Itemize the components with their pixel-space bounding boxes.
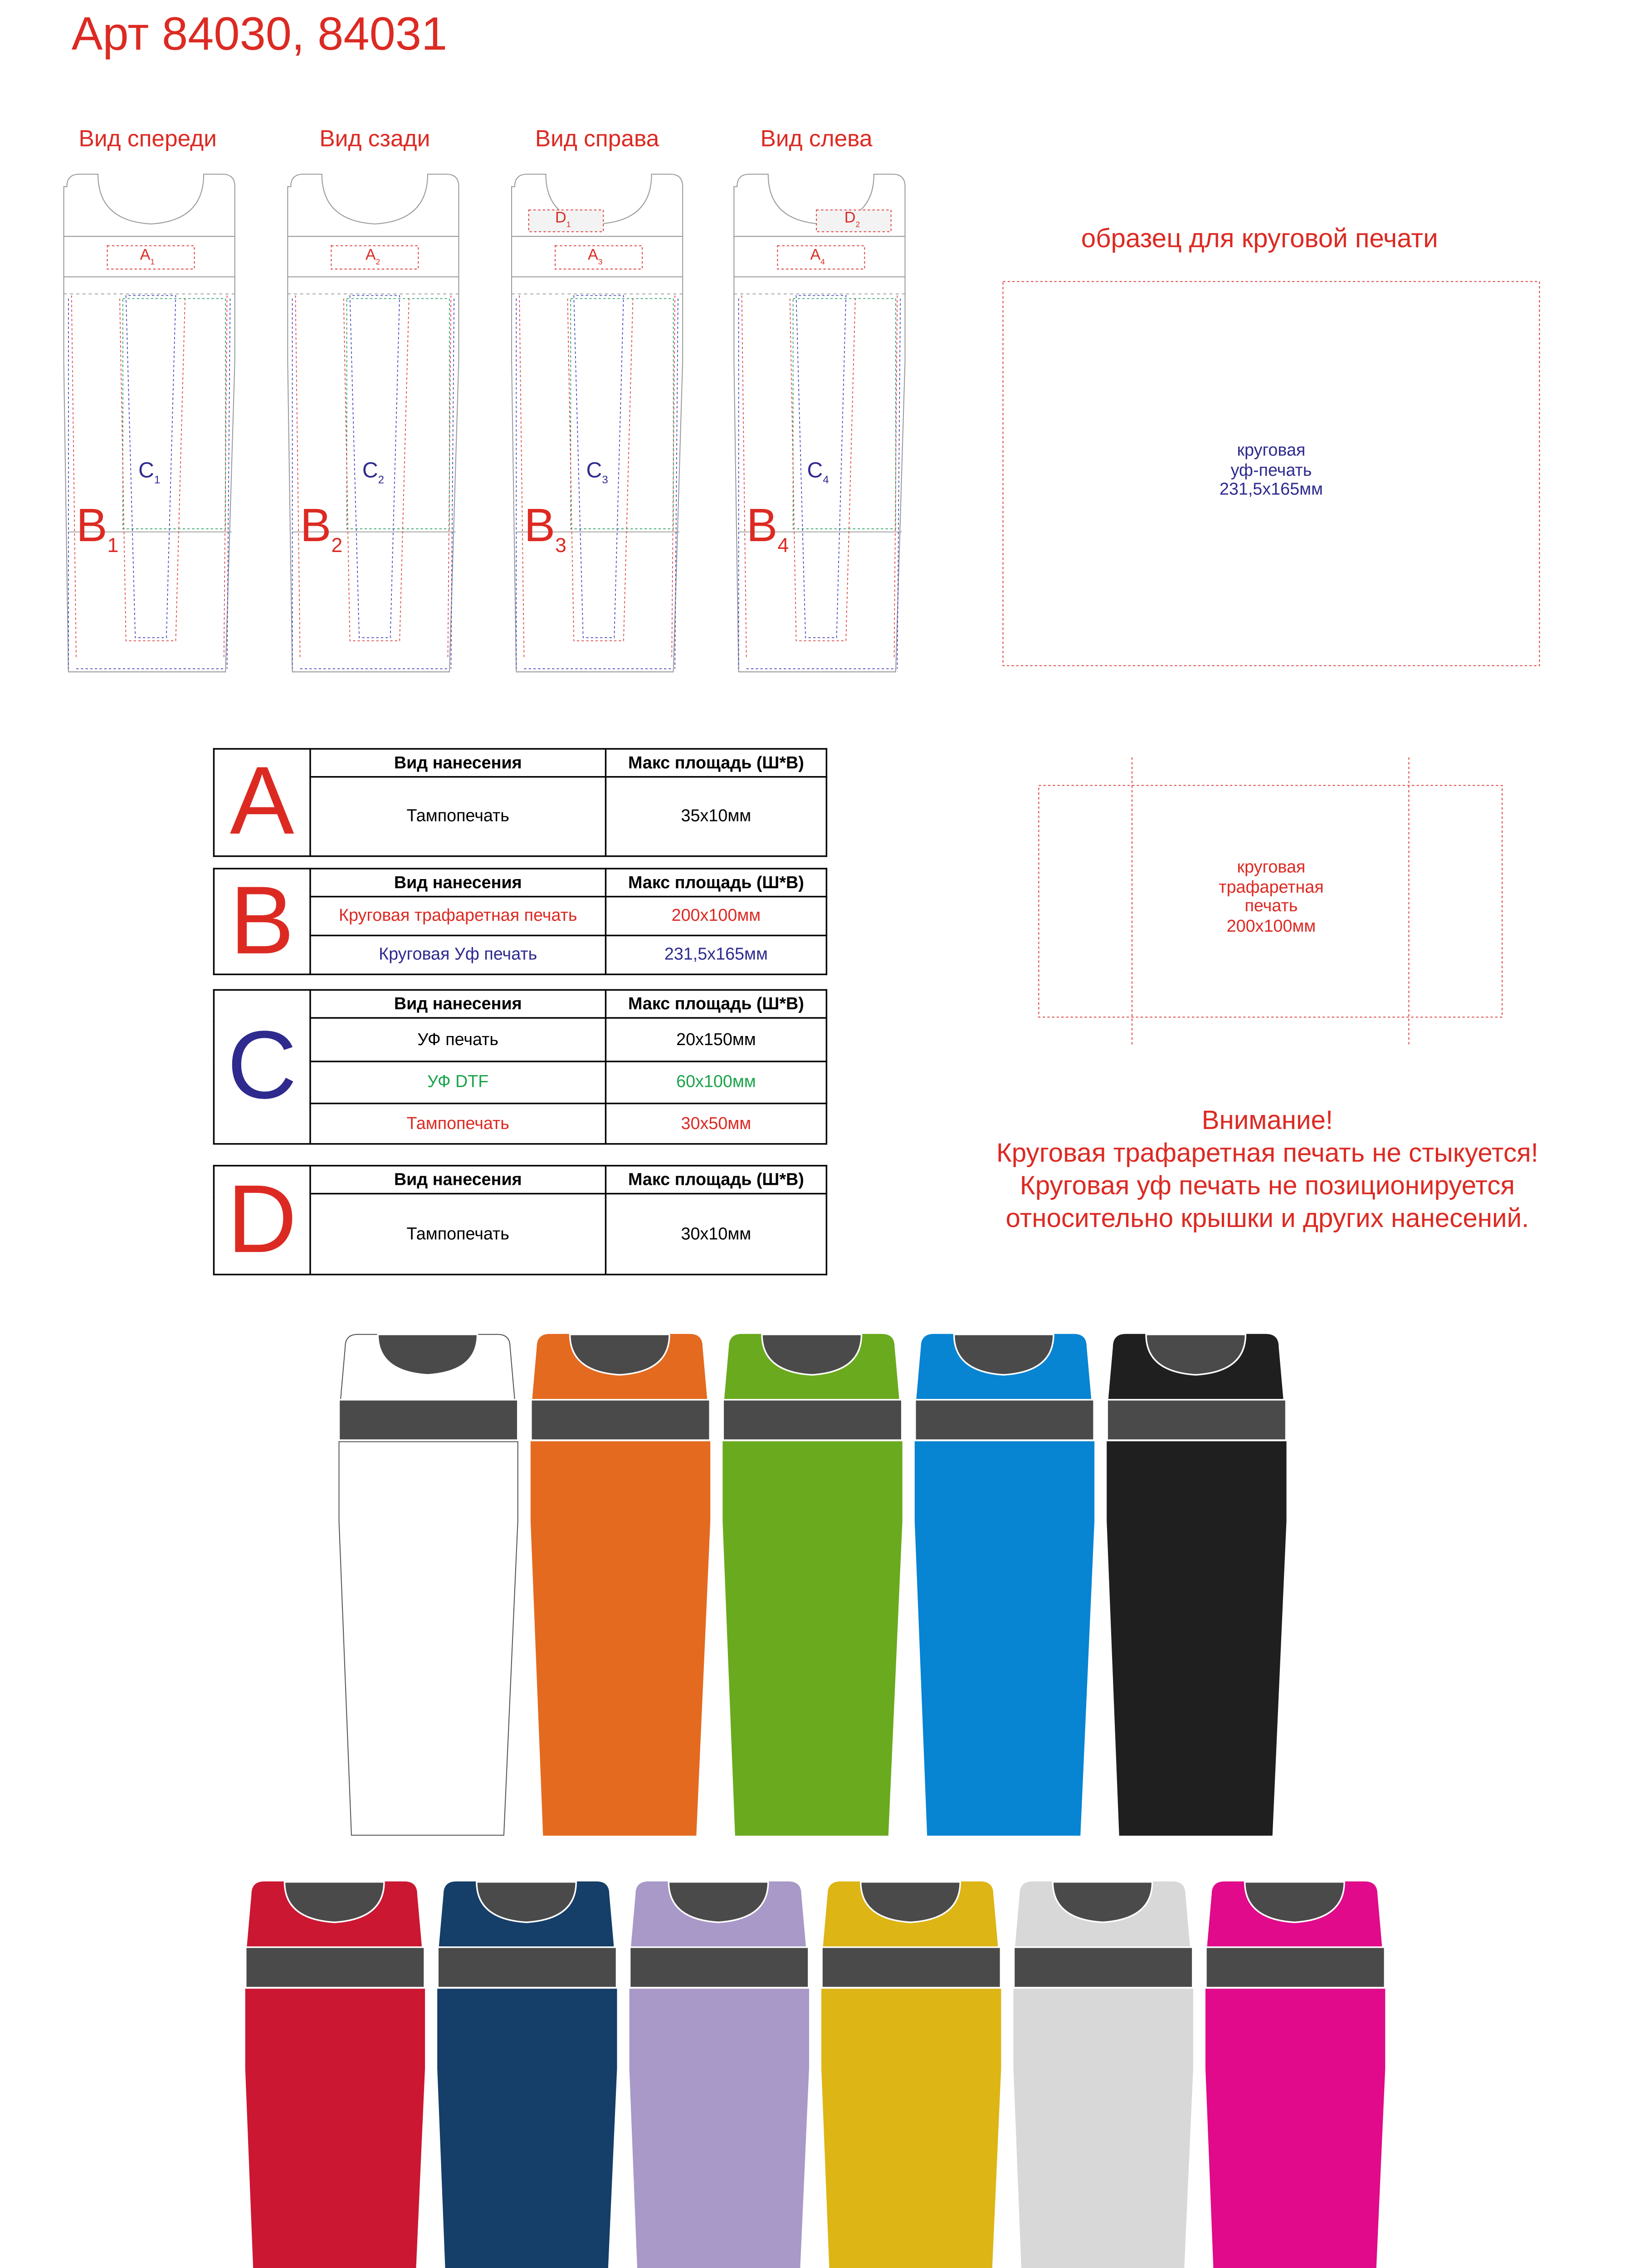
bottle-color-variant <box>246 1882 425 2268</box>
bottle-color-variant <box>822 1882 1000 2268</box>
uv-print-area-label: круговая уф-печать 231,5х165мм <box>1219 441 1323 500</box>
bottle-color-variant <box>1206 1882 1385 2268</box>
zone-label-b2: $B_2$ <box>300 501 343 557</box>
bottle-color-variant <box>630 1882 809 2268</box>
table-b-col-method: Вид нанесения <box>310 869 605 897</box>
warning-line-2: Круговая трафаретная печать не стыкуется! <box>996 1138 1538 1168</box>
page-title: Арт 84030, 84031 <box>71 9 448 61</box>
table-d-col-size: Макс площадь (Ш*В) <box>605 1166 826 1194</box>
spec-table-c <box>213 989 827 1145</box>
table-c-row2-method: УФ DTF <box>310 1061 605 1104</box>
table-d-letter: D <box>214 1166 310 1275</box>
view-label-back: Вид сзади <box>319 126 430 153</box>
table-a-col-size: Макс площадь (Ш*В) <box>605 749 826 777</box>
zone-label-c2: $C_2$ <box>362 457 384 487</box>
table-b-letter: B <box>214 869 310 974</box>
zone-label-b1: $B_1$ <box>76 501 119 557</box>
table-b-row2-method: Круговая Уф печать <box>310 935 605 974</box>
warning-line-3: Круговая уф печать не позиционируется <box>1020 1171 1515 1201</box>
table-a-row1-method: Тампопечать <box>310 777 605 856</box>
table-a-row1-size: 35х10мм <box>605 777 826 856</box>
table-a-letter: A <box>214 749 310 856</box>
round-print-sample-title: образец для круговой печати <box>1081 224 1438 254</box>
table-c-row3-size: 30х50мм <box>605 1104 826 1144</box>
zone-label-a2: $A_2$ <box>365 247 381 268</box>
table-a-col-method: Вид нанесения <box>310 749 605 777</box>
bottle-color-variant <box>1107 1334 1286 1835</box>
spec-table-b <box>213 868 827 975</box>
view-label-front: Вид спереди <box>78 126 217 153</box>
warning-line-4: относительно крышки и других нанесений. <box>1005 1203 1529 1233</box>
table-c-row1-size: 20х150мм <box>605 1018 826 1061</box>
table-c-row1-method: УФ печать <box>310 1018 605 1061</box>
table-b-col-size: Макс площадь (Ш*В) <box>605 869 826 897</box>
zone-label-d2: $D_2$ <box>844 210 860 230</box>
table-c-col-method: Вид нанесения <box>310 990 605 1018</box>
table-d-row1-method: Тампопечать <box>310 1194 605 1275</box>
spec-table-a <box>213 748 827 857</box>
color-variants-row-2 <box>246 1882 1385 2268</box>
table-b-row1-size: 200х100мм <box>605 897 826 936</box>
color-variants-row-1 <box>339 1334 1286 1835</box>
view-label-left: Вид слева <box>760 126 873 153</box>
table-c-letter: C <box>214 990 310 1144</box>
zone-label-d1: $D_1$ <box>555 210 571 230</box>
table-b-row1-method: Круговая трафаретная печать <box>310 897 605 936</box>
bottle-color-variant <box>438 1882 616 2268</box>
zone-label-c3: $C_3$ <box>586 457 608 487</box>
zone-label-c4: $C_4$ <box>807 457 829 487</box>
warning-notice <box>933 1104 1601 1235</box>
zone-label-a4: $A_4$ <box>810 247 825 268</box>
spec-table-d <box>213 1165 827 1275</box>
screen-print-area-label: круговая трафаретная печать 200х100мм <box>1219 858 1324 936</box>
zone-label-a1: $A_1$ <box>140 247 155 268</box>
table-c-row3-method: Тампопечать <box>310 1104 605 1144</box>
zone-label-a3: $A_3$ <box>588 247 603 268</box>
warning-heading: Внимание! <box>1201 1105 1333 1135</box>
table-b-row2-size: 231,5х165мм <box>605 935 826 974</box>
bottle-color-variant <box>915 1334 1094 1835</box>
view-label-right: Вид справа <box>535 126 659 153</box>
bottle-color-variant <box>531 1334 710 1835</box>
zone-label-c1: $C_1$ <box>138 457 161 487</box>
bottle-color-variant <box>339 1334 517 1835</box>
zone-label-b3: $B_3$ <box>524 501 566 557</box>
table-d-row1-size: 30х10мм <box>605 1194 826 1275</box>
table-d-col-method: Вид нанесения <box>310 1166 605 1194</box>
bottle-color-variant <box>723 1334 902 1835</box>
table-c-row2-size: 60х100мм <box>605 1061 826 1104</box>
bottle-color-variant <box>1014 1882 1193 2268</box>
table-c-col-size: Макс площадь (Ш*В) <box>605 990 826 1018</box>
zone-label-b4: $B_4$ <box>746 501 789 557</box>
